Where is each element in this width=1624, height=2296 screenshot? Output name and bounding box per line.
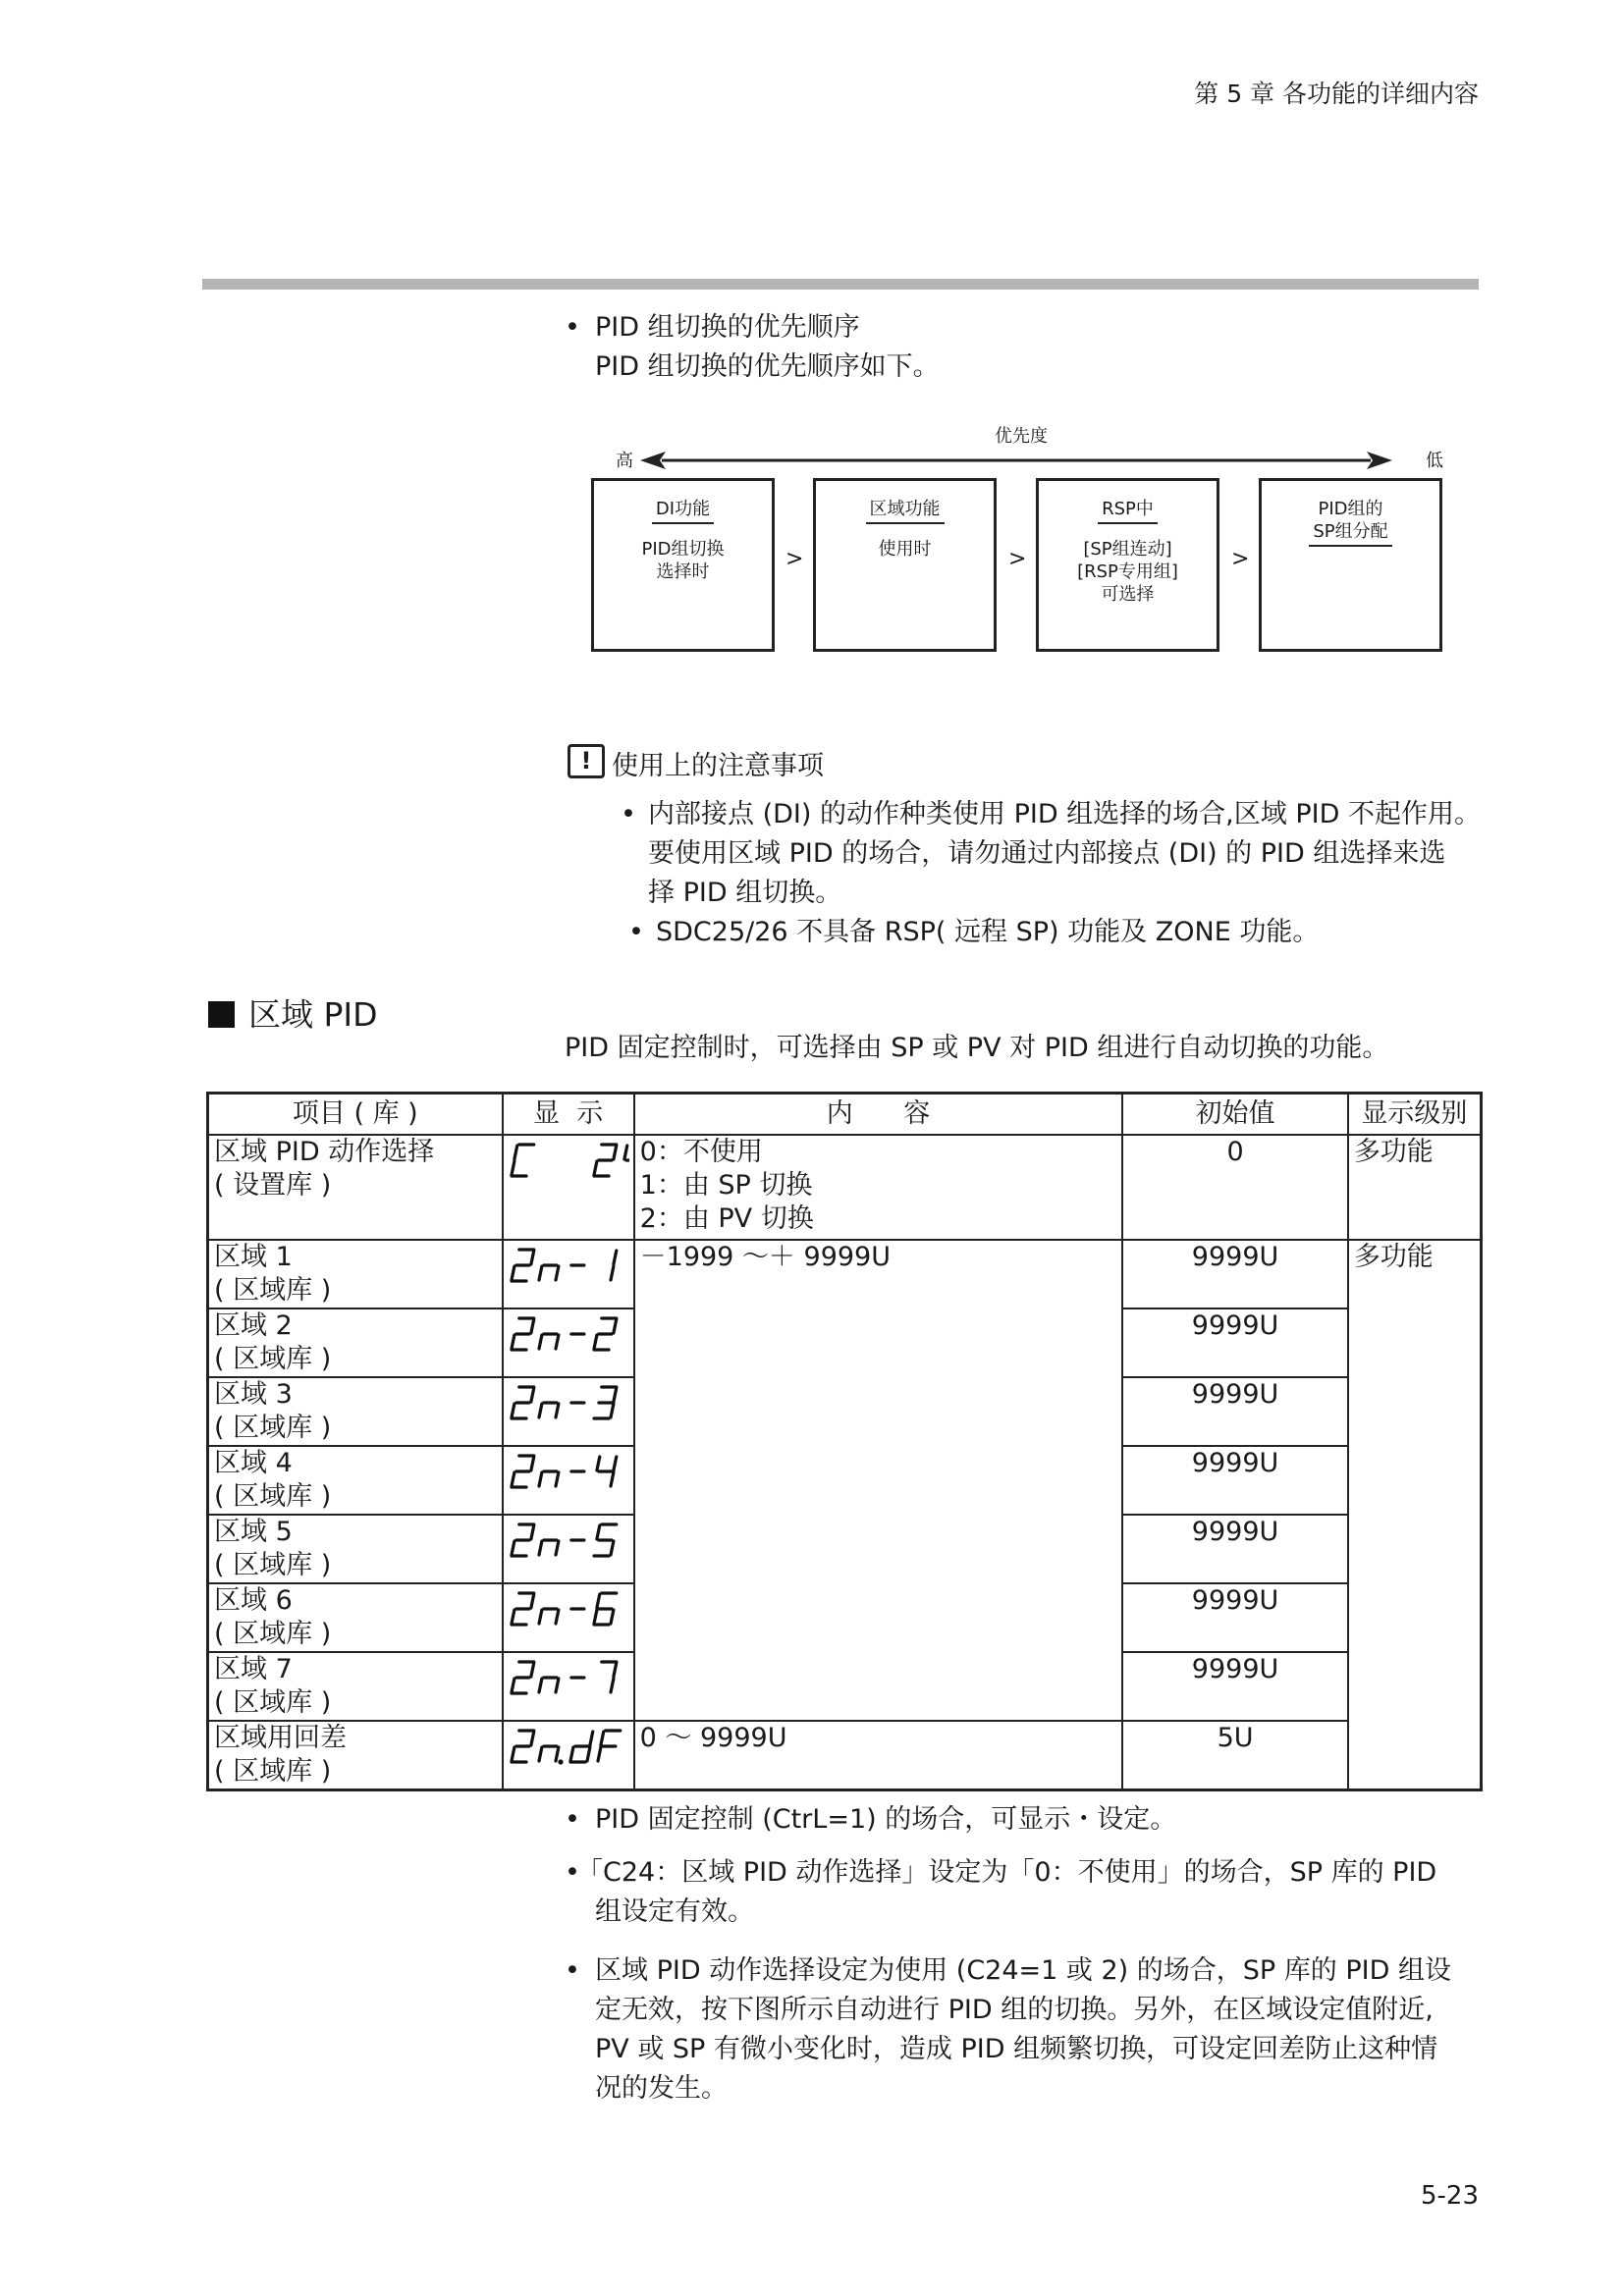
table-header-row [208,1094,1482,1135]
item-cell: 区域 2 ( 区域库 ) [208,1308,503,1377]
content-cell: 0 ～ 9999U [634,1721,1123,1790]
initial-value-cell: 9999U [1122,1308,1348,1377]
priority-separator: > [785,547,804,571]
priority-box-title: DI功能 [652,498,714,524]
caution-item: 要使用区域 PID 的场合，请勿通过内部接点 (DI) 的 PID 组选择来选 [648,838,1446,869]
priority-box-body: [SP组连动] [RSP专用组] 可选择 [1077,539,1178,605]
initial-value-cell: 9999U [1122,1240,1348,1308]
header-rule [202,279,1479,290]
initial-value-cell: 5U [1122,1721,1348,1790]
caution-title: 使用上的注意事项 [612,751,824,781]
priority-box-body: 使用时 [878,539,932,560]
segment-display-icon [508,1522,629,1561]
segment-display-icon [508,1453,629,1492]
priority-box-di [591,478,775,652]
content-cell: －1999 ～＋ 9999U [634,1240,1123,1721]
item-cell: 区域 PID 动作选择 ( 设置库 ) [208,1135,503,1240]
priority-low-label: 低 [1426,451,1443,471]
item-cell: 区域 5 ( 区域库 ) [208,1515,503,1583]
display-cell [503,1515,634,1583]
page-number: 5-23 [1420,2181,1479,2211]
priority-box-title: PID组的 SP组分配 [1309,498,1391,547]
bullet-dot: • [565,1857,580,1888]
priority-title: 优先度 [995,426,1048,447]
note-text: 「C24：区域 PID 动作选择」设定为「0：不使用」的场合，SP 库的 PID [576,1857,1437,1888]
bullet-dot: • [565,1955,580,1986]
caution-item: 内部接点 (DI) 的动作种类使用 PID 组选择的场合,区域 PID 不起作用。 [648,799,1481,829]
display-cell [503,1652,634,1721]
item-cell: 区域用回差 ( 区域库 ) [208,1721,503,1790]
table-row [208,1135,1482,1240]
display-cell [503,1446,634,1515]
content-cell: 0：不使用 1：由 SP 切换 2：由 PV 切换 [634,1135,1123,1240]
table-header: 内 容 [634,1094,1123,1135]
display-cell [503,1308,634,1377]
display-cell [503,1135,634,1240]
table-row [208,1240,1482,1308]
caution-item: SDC25/26 不具备 RSP( 远程 SP) 功能及 ZONE 功能。 [656,917,1320,947]
segment-display-icon [508,1590,629,1629]
note-text: 定无效，按下图所示自动进行 PID 组的切换。另外，在区域设定值附近, [595,1995,1434,2025]
display-level-cell: 多功能 [1348,1135,1482,1240]
note-text: 区域 PID 动作选择设定为使用 (C24=1 或 2) 的场合，SP 库的 PID 组设 [595,1955,1451,1986]
bullet-dot: • [565,1804,580,1835]
segment-display-icon [508,1728,629,1767]
priority-box-zone [813,478,997,652]
item-cell: 区域 7 ( 区域库 ) [208,1652,503,1721]
zone-pid-table [206,1092,1483,1791]
display-cell [503,1583,634,1652]
priority-box-title: 区域功能 [866,498,945,524]
bullet-dot: • [565,312,580,343]
initial-value-cell: 9999U [1122,1515,1348,1583]
section-square-icon [208,1001,235,1028]
segment-display-icon [508,1247,629,1286]
initial-value-cell: 9999U [1122,1652,1348,1721]
item-cell: 区域 3 ( 区域库 ) [208,1377,503,1446]
note-text: PV 或 SP 有微小变化时，造成 PID 组频繁切换，可设定回差防止这种情 [595,2034,1438,2064]
table-header: 显 示 [503,1094,634,1135]
section-description: PID 固定控制时，可选择由 SP 或 PV 对 PID 组进行自动切换的功能。 [565,1033,1389,1063]
section-title: 区域 PID [208,989,378,1036]
note-text: 况的发生。 [595,2073,728,2104]
chapter-header: 第 5 章 各功能的详细内容 [1194,80,1479,108]
table-header: 项目 ( 库 ) [208,1094,503,1135]
priority-heading: PID 组切换的优先顺序 [595,312,860,343]
table-header: 显示级别 [1348,1094,1482,1135]
initial-value-cell: 9999U [1122,1583,1348,1652]
initial-value-cell: 9999U [1122,1446,1348,1515]
bullet-dot: • [628,917,644,947]
priority-separator: > [1008,547,1027,571]
initial-value-cell: 0 [1122,1135,1348,1240]
display-cell [503,1377,634,1446]
segment-display-icon [508,1659,629,1698]
priority-high-label: 高 [616,451,633,471]
segment-display-icon [508,1142,629,1181]
segment-display-icon [508,1315,629,1355]
segment-display-icon [508,1384,629,1423]
display-cell [503,1240,634,1308]
priority-box-body: PID组切换 选择时 [641,539,725,582]
note-text: PID 固定控制 (CtrL=1) 的场合，可显示・设定。 [595,1804,1177,1835]
item-cell: 区域 1 ( 区域库 ) [208,1240,503,1308]
bullet-dot: • [621,799,636,829]
priority-arrow-icon [640,449,1392,472]
item-cell: 区域 4 ( 区域库 ) [208,1446,503,1515]
table-header: 初始值 [1122,1094,1348,1135]
initial-value-cell: 9999U [1122,1377,1348,1446]
priority-box-rsp [1036,478,1219,652]
priority-box-sp-group [1259,478,1442,652]
priority-box-title: RSP中 [1098,498,1158,524]
note-text: 组设定有效。 [595,1896,754,1927]
item-cell: 区域 6 ( 区域库 ) [208,1583,503,1652]
table-row [208,1721,1482,1790]
priority-diagram [589,417,1453,658]
priority-intro: PID 组切换的优先顺序如下。 [595,351,940,382]
display-level-cell: 多功能 [1348,1240,1482,1790]
caution-icon: ! [568,744,605,778]
priority-separator: > [1231,547,1250,571]
caution-item: 择 PID 组切换。 [648,878,842,908]
display-cell [503,1721,634,1790]
